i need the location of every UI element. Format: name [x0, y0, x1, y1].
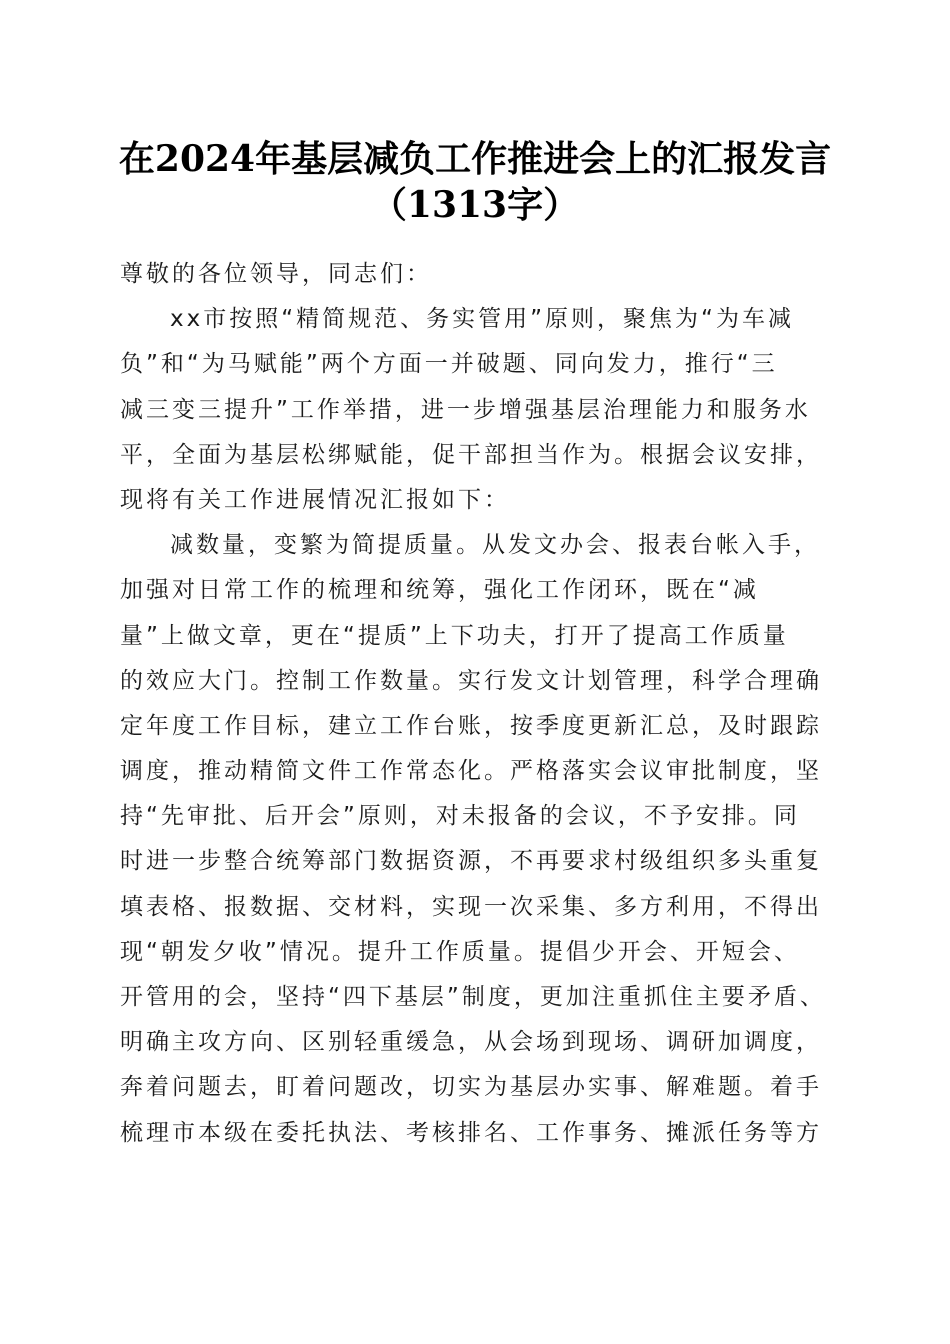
paragraph-line: 时进一步整合统筹部门数据资源，不再要求村级组织多头重复: [120, 848, 822, 875]
paragraph-line: 持“先审批、后开会”原则，对未报备的会议，不予安排。同: [120, 803, 800, 830]
paragraph-2: [120, 523, 840, 1156]
paragraph-line: 的效应大门。控制工作数量。实行发文计划管理，科学合理确: [120, 667, 822, 694]
paragraph-line: 梳理市本级在委托执法、考核排名、工作事务、摊派任务等方: [120, 1119, 822, 1146]
paragraph-line: 调度，推动精简文件工作常态化。严格落实会议审批制度，坚: [120, 758, 822, 785]
title-line-2: （1313字）: [370, 184, 580, 226]
paragraph-line: 减数量，变繁为简提质量。从发文办会、报表台帐入手，: [170, 532, 820, 559]
title-line-1: 在2024年基层减负工作推进会上的汇报发言: [118, 138, 832, 180]
paragraph-line: 填表格、报数据、交材料，实现一次采集、多方利用，不得出: [120, 893, 822, 920]
paragraph-line: 奔着问题去，盯着问题改，切实为基层办实事、解难题。着手: [120, 1074, 822, 1101]
paragraph-line: 现“朝发夕收”情况。提升工作质量。提倡少开会、开短会、: [120, 938, 800, 965]
paragraph-line: 定年度工作目标，建立工作台账，按季度更新汇总，及时跟踪: [120, 712, 822, 739]
paragraph-line: 平，全面为基层松绑赋能，促干部担当作为。根据会议安排，: [120, 441, 822, 468]
paragraph-line: 减三变三提升”工作举措，进一步增强基层治理能力和服务水: [120, 396, 811, 423]
document-body: [120, 252, 840, 1156]
paragraph-line: 现将有关工作进展情况汇报如下：: [120, 486, 510, 513]
paragraph-line: xx市按照“精简规范、务实管用”原则，聚焦为“为车减: [170, 306, 794, 333]
paragraph-1: [120, 297, 840, 523]
paragraph-line: 明确主攻方向、区别轻重缓急，从会场到现场、调研加调度，: [120, 1029, 822, 1056]
paragraph-line: 负”和“为马赋能”两个方面一并破题、同向发力，推行“三: [120, 351, 778, 378]
paragraph-line: 开管用的会，坚持“四下基层”制度，更加注重抓住主要矛盾、: [120, 984, 826, 1010]
paragraph-line: 加强对日常工作的梳理和统筹，强化工作闭环，既在“减: [120, 577, 759, 604]
document-title: [80, 136, 870, 228]
salutation: 尊敬的各位领导，同志们：: [120, 261, 432, 287]
paragraph-line: 量”上做文章，更在“提质”上下功夫，打开了提高工作质量: [120, 622, 789, 649]
